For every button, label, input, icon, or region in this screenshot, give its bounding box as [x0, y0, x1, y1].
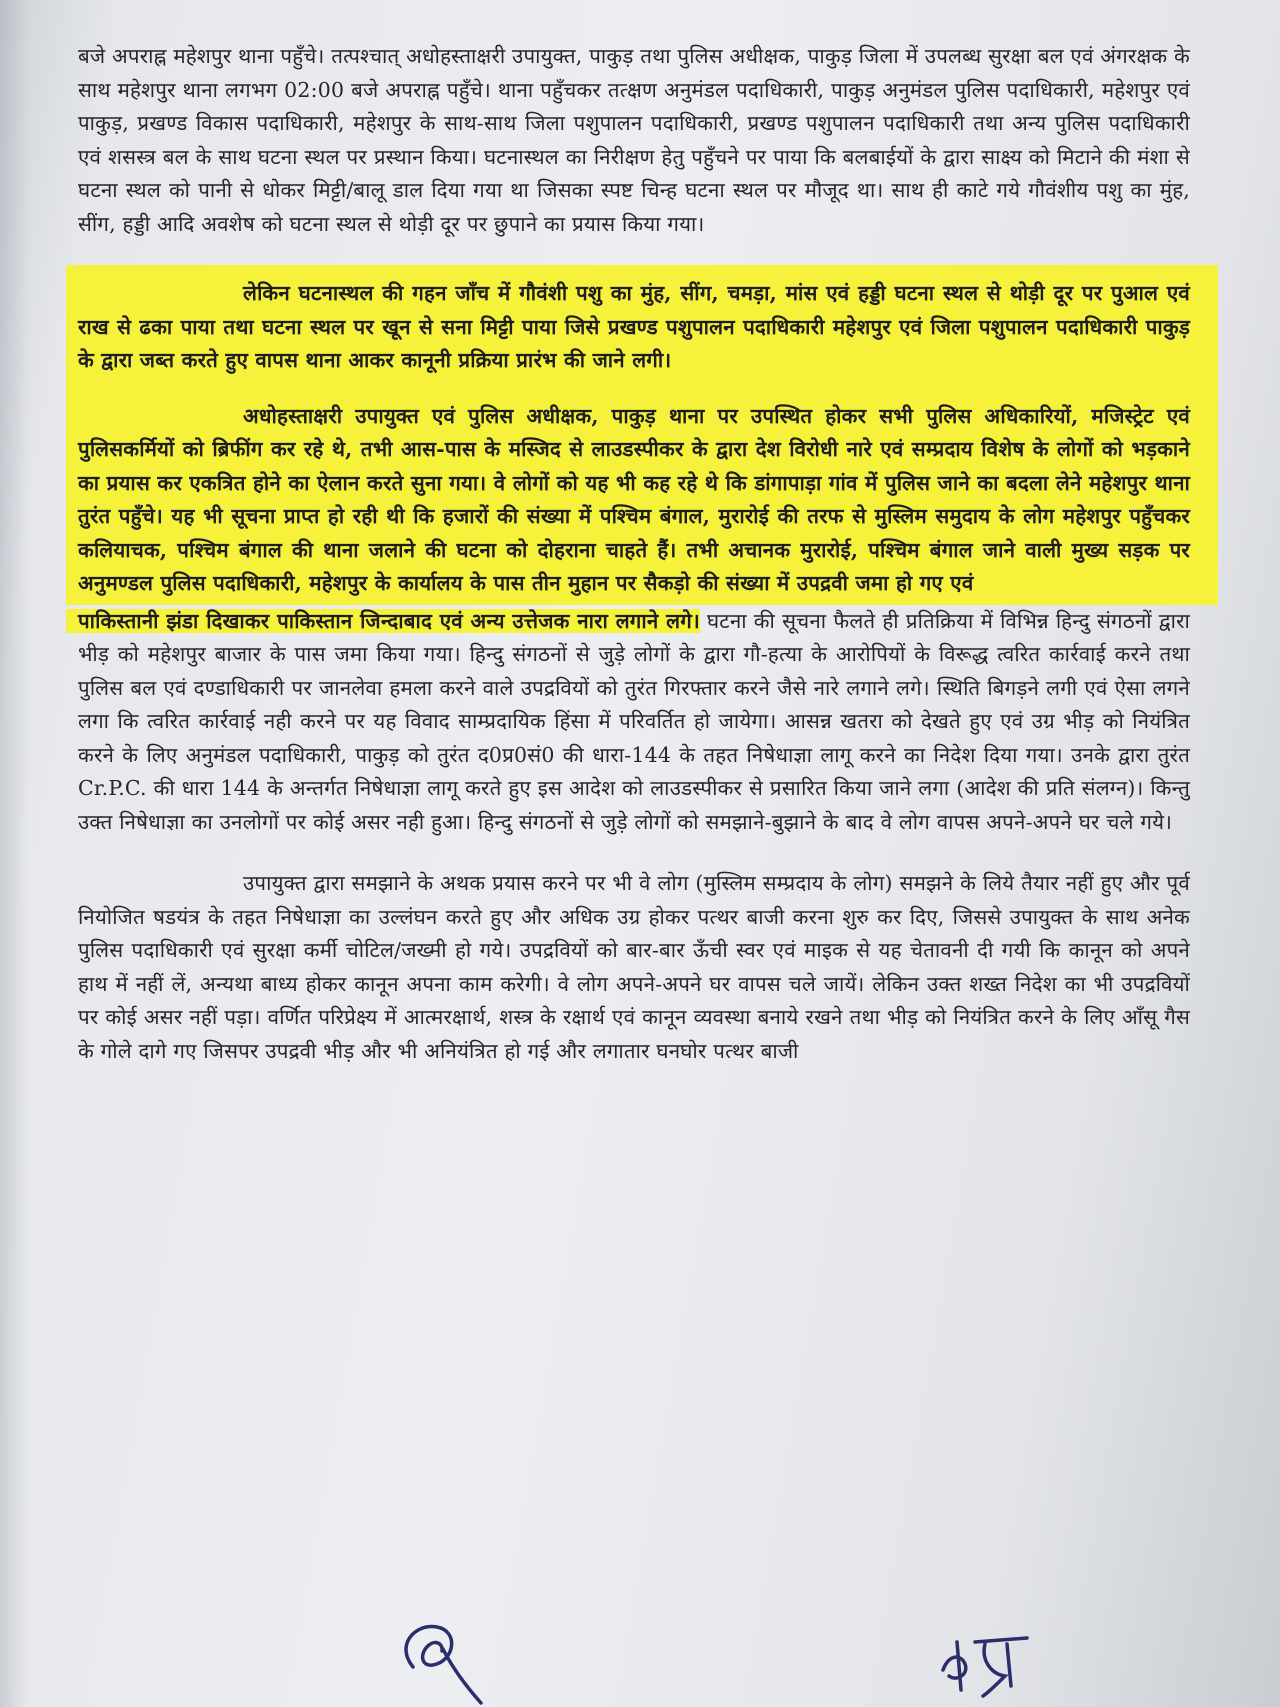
highlighted-sentence: पाकिस्तानी झंडा दिखाकर पाकिस्तान जिन्दाबाद एवं अन्य उत्तेजक नारा लगाने लगे। [78, 608, 700, 633]
paragraph-briefing: अधोहस्ताक्षरी उपायुक्त एवं पुलिस अधीक्षक, पाकुड़ थाना पर उपस्थित होकर सभी पुलिस अधिकारियों, मजिस्ट्रेट एवं पुलिसकर्मियों को ब्रिफींग कर रहे थे, तभी आस-पास के मस्जिद से लाउडस्पीकर के द्वारा देश विरोधी नारे एवं सम्प्रदाय विशेष के लोगों को भड़काने का प्रयास कर एकत्रित होने का ऐलान करते सुना गया। वे लोगों को यह भी कह रहे थे कि डांगापाड़ा गांव में पुलिस जाने का बदला लेने महेशपुर थाना तुरंत पहुँचे। यह भी सूचना प्राप्त हो रही थी कि हजारों की संख्या में पश्चिम बंगाल, मुरारोई की तरफ से मुस्लिम समुदाय के लोग महेशपुर पहुँचकर कलियाचक, पश्चिम बंगाल की थाना जलाने की घटना को दोहराना चाहते हैं। तभी अचानक मुरारोई, पश्चिम बंगाल जाने वाली मुख्य सड़क पर अनुमण्डल पुलिस पदाधिकारी, महेशपुर के कार्यालय के पास तीन मुहान पर सैकड़ो की संख्या में उपद्रवी जमा हो गए एवं [78, 403, 1190, 595]
paragraph-stone-pelting: उपायुक्त द्वारा समझाने के अथक प्रयास करने पर भी वे लोग (मुस्लिम सम्प्रदाय के लोग) समझने के लिये तैयार नहीं हुए और पूर्व नियोजित षडयंत्र के तहत निषेधाज्ञा का उल्लंघन करते हुए और अधिक उग्र होकर पत्थर बाजी करना शुरु कर दिए, जिससे उपायुक्त के साथ अनेक पुलिस पदाधिकारी एवं सुरक्षा कर्मी चोटिल/जख्मी हो गये। उपद्रवियों को बार-बार ऊँची स्वर एवं माइक से यह चेतावनी दी गयी कि कानून को अपने हाथ में नहीं लें, अन्यथा बाध्य होकर कानून अपना काम करेगी। वे लोग अपने-अपने घर वापस चले जायें। लेकिन उक्त शख्त निदेश का भी उपद्रवियों पर कोई असर नहीं पड़ा। वर्णित परिप्रेक्ष्य में आत्मरक्षार्थ, शस्त्र के रक्षार्थ एवं कानून व्यवस्था बनाये रखने तथा भीड़ को नियंत्रित करने के लिए आँसू गैस के गोले दागे गए जिसपर उपद्रवी भीड़ और भी अनियंत्रित हो गई और लगातार घनघोर पत्थर बाजी [78, 871, 1190, 1063]
paragraph-reaction [78, 605, 1190, 840]
signatures-area [0, 1600, 1280, 1707]
highlighted-section [66, 265, 1218, 605]
paragraph-intro: बजे अपराह्न महेशपुर थाना पहुँचे। तत्पश्चात् अधोहस्ताक्षरी उपायुक्त, पाकुड़ तथा पुलिस अधीक्षक, पाकुड़ जिला में उपलब्ध सुरक्षा बल एवं अंगरक्षक के साथ महेशपुर थाना लगभग 02:00 बजे अपराह्न पहुँचे। थाना पहुँचकर तत्क्षण अनुमंडल पदाधिकारी, पाकुड़ अनुमंडल पुलिस पदाधिकारी, महेशपुर एवं पाकुड़, प्रखण्ड विकास पदाधिकारी, महेशपुर के साथ-साथ जिला पशुपालन पदाधिकारी, प्रखण्ड पशुपालन पदाधिकारी तथा अन्य पुलिस पदाधिकारी एवं शसस्त्र बल के साथ घटना स्थल पर प्रस्थान किया। घटनास्थल का निरीक्षण हेतु पहुँचने पर पाया कि बलबाईयों के द्वारा साक्ष्य को मिटाने की मंशा से घटना स्थल को पानी से धोकर मिट्टी/बालू डाल दिया गया था जिसका स्पष्ट चिन्ह घटना स्थल पर मौजूद था। साथ ही काटे गये गौवंशीय पशु का मुंह, सींग, हड्डी आदि अवशेष को घटना स्थल से थोड़ी दूर पर छुपाने का प्रयास किया गया। [78, 44, 1190, 236]
paragraph-investigation: लेकिन घटनास्थल की गहन जाँच में गौवंशी पशु का मुंह, सींग, चमड़ा, मांस एवं हड्डी घटना स्थल से थोड़ी दूर पर पुआल एवं राख से ढका पाया तथा घटना स्थल पर खून से सना मिट्टी पाया जिसे प्रखण्ड पशुपालन पदाधिकारी महेशपुर एवं जिला पशुपालन पदाधिकारी पाकुड़ के द्वारा जब्त करते हुए वापस थाना आकर कानूनी प्रक्रिया प्रारंभ की जाने लगी। [78, 281, 1190, 372]
signature-left [385, 1605, 505, 1705]
paragraph-reaction-text: घटना की सूचना फैलते ही प्रतिक्रिया में विभिन्न हिन्दु संगठनों द्वारा भीड़ को महेशपुर बाजार के पास जमा किया गया। हिन्दु संगठनों से जुड़े लोगों के द्वारा गौ-हत्या के आरोपियों के विरूद्ध त्वरित कार्रवाई करने तथा पुलिस बल एवं दण्डाधिकारी पर जानलेवा हमला करने वाले उपद्रवियों को तुरंत गिरफ्तार करने जैसे नारे लगाने लगे। स्थिति बिगड़ने लगी एवं ऐसा लगने लगा कि त्वरित कार्रवाई नही करने पर यह विवाद साम्प्रदायिक हिंसा में परिवर्तित हो जायेगा। आसन्न खतरा को देखते हुए एवं उग्र भीड़ को नियंत्रित करने के लिए अनुमंडल पदाधिकारी, पाकुड़ को तुरंत द0प्र0सं0 की धारा-144 के तहत निषेधाज्ञा लागू करने का निदेश दिया गया। उनके द्वारा तुरंत Cr.P.C. की धारा 144 के अन्तर्गत निषेधाज्ञा लागू करते हुए इस आदेश को लाउडस्पीकर से प्रसारित किया जाने लगा (आदेश की प्रति संलग्न)। किन्तु उक्त निषेधाज्ञा का उनलोगों पर कोई असर नही हुआ। हिन्दु संगठनों से जुड़े लोगों को समझाने-बुझाने के बाद वे लोग वापस अपने-अपने घर चले गये। [78, 608, 1190, 834]
signature-right [935, 1630, 1035, 1700]
